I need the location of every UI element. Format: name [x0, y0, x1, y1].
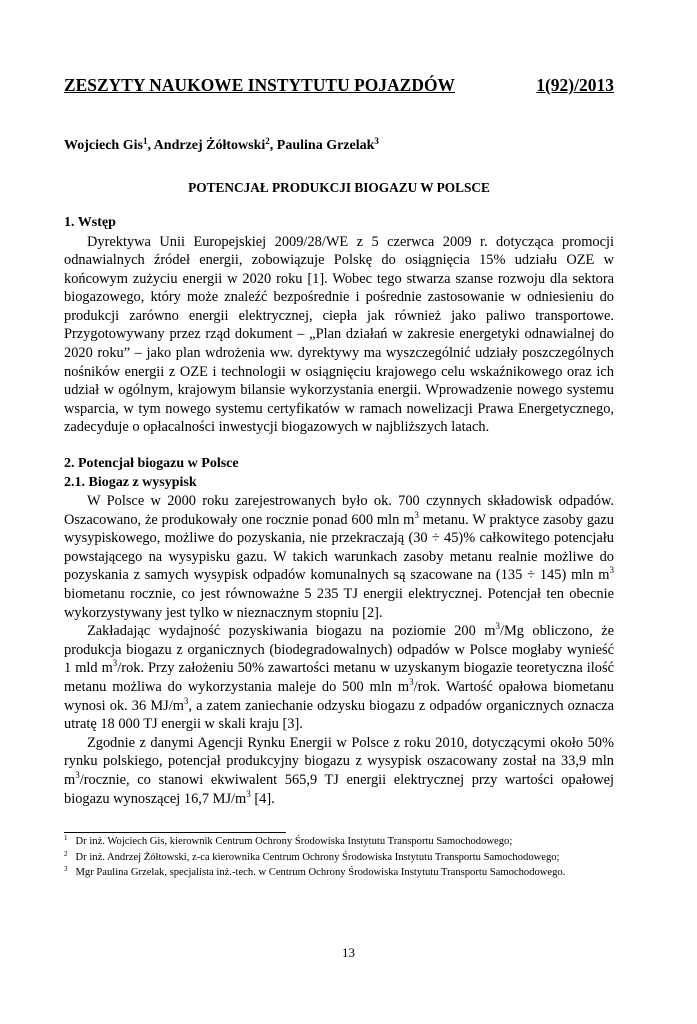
author-separator: , [269, 138, 277, 153]
footnote-text: Dr inż. Wojciech Gis, kierownik Centrum Ochrony Środowiska Instytutu Transportu Samochodowego; [75, 836, 513, 848]
superscript: 3 [609, 565, 614, 576]
author-name: Paulina Grzelak [276, 138, 375, 153]
author-footnote-mark: 1 [142, 136, 148, 146]
superscript: 3 [75, 769, 80, 780]
footnote [64, 849, 614, 865]
author-list [64, 136, 614, 156]
footnote [64, 867, 614, 880]
text-run: /rok. Wartość opałowa biometanu wynosi ok. 36 MJ/m [64, 678, 614, 714]
superscript: 3 [246, 788, 251, 799]
text-run: /rocznie, co stanowi ekwiwalent 565,9 TJ energii elektrycznej przy wartości opałowej biogazu wynoszącej 16,7 MJ/m [64, 771, 614, 807]
paragraph [64, 734, 614, 808]
page-number: 13 [342, 945, 355, 960]
footnote [64, 836, 614, 849]
author-footnote-mark: 3 [374, 136, 379, 146]
paper-title: POTENCJAŁ PRODUKCJI BIOGAZU W POLSCE [188, 180, 490, 195]
author-name: Wojciech Gis [64, 138, 143, 153]
superscript: 3 [414, 509, 419, 520]
subsection-heading: 2.1. Biogaz z wysypisk [64, 474, 197, 490]
paragraph [64, 622, 614, 734]
section-heading: 1. Wstęp [64, 215, 116, 230]
text-run: Zakładając wydajność pozyskiwania biogazu na poziomie 200 m [87, 623, 496, 640]
journal-issue: 1(92)/2013 [536, 75, 614, 95]
author-name: Andrzej Żółtowski [153, 138, 266, 153]
superscript: 3 [409, 676, 414, 687]
footnote-mark: 2 [64, 849, 68, 858]
section-heading: 2. Potencjał biogazu w Polsce [64, 456, 239, 472]
text-run: /Mg obliczono, że produkcja biogazu z organicznych (biodegradowalnych) odpadów w Polsce mogłaby wynieść 1 mld m [64, 623, 614, 677]
footnote-divider [64, 832, 286, 833]
text-run: metanu. W praktyce zasoby gazu wysypiskowego, możliwe do pozyskania, nie przekraczają (30 ÷ 45)% całkowitego potencjału powstającego na wysypisku gazu. W takich warunkach zasoby metanu realnie możliwe do pozyskania z samych wysypisk odpadów komunalnych są szacowane na (135 ÷ 145) mln m [64, 511, 614, 584]
superscript: 3 [495, 621, 500, 632]
paragraph: Dyrektywa Unii Europejskiej 2009/28/WE z 5 czerwca 2009 r. dotycząca promocji odnawialnych źródeł energii, zobowiązuje Polskę do osiągnięcia 15% udziału OZE w końcowym zużyciu energii w 2020 roku [1]. Wobec tego stwarza szanse rozwoju dla sektora biogazowego, który może znaleźć bezpośrednie i pośrednie zastosowanie w odniesieniu do produkcji zarówno energii elektrycznej, ciepła jak również jako paliwo transportowe. Przygotowywany przez rząd dokument – „Plan działań w zakresie energetyki odnawialnej do 2020 roku” – jako plan wdrożenia ww. dyrektywy ma wyszczególnić udziały poszczególnych nośników energii z OZE i technologii w osiągnięciu krajowego celu wskaźnikowego oraz ich udział w ogólnym, krajowym bilansie wykorzystania energii. Wprowadzenie nowego systemu wsparcia, w tym nowego systemu certyfikatów w ramach nowelizacji Prawa Energetycznego, zadecyduje o opłacalności inwestycji biogazowych w najbliższych latach. [64, 233, 614, 436]
text-run: /rok. Przy założeniu 50% zawartości metanu w uzyskanym biogazie teoretyczna ilość metanu możliwa do wykorzystania maleje do 500 mln m [64, 660, 614, 695]
footnote-mark: 1 [64, 834, 68, 843]
text-run: Zgodnie z danymi Agencji Rynku Energii w Polsce z roku 2010, dotyczącymi około 50% rynku polskiego, potencjał produkcyjny biogazu z wysypisk oszacowany został na 33,9 mln m [64, 734, 614, 788]
footnote-text: Dr inż. Andrzej Żółtowski, z-ca kierownika Centrum Ochrony Środowiska Instytutu Transportu Samochodowego; [75, 851, 560, 863]
text-run: [4]. [250, 790, 275, 807]
journal-title: ZESZYTY NAUKOWE INSTYTUTU POJAZDÓW [64, 75, 455, 95]
author-footnote-mark: 2 [265, 136, 270, 146]
footnote-text: Mgr Paulina Grzelak, specjalista inż.-tech. w Centrum Ochrony Środowiska Instytutu Transportu Samochodowego. [75, 867, 566, 879]
text-run: , a zatem zaniechanie odzysku biogazu z odpadów organicznych oznacza utratę 18 000 TJ energii w skali kraju [3]. [64, 697, 614, 733]
superscript: 3 [112, 658, 118, 669]
superscript: 3 [183, 695, 189, 706]
page-body [64, 74, 614, 880]
paragraph [64, 492, 614, 622]
running-header [64, 74, 614, 96]
text-run: biometanu rocznie, co jest równoważne 5 235 TJ energii elektrycznej. Potencjał ten obecnie wykorzystywany jest tylko w nieznacznym stopniu [2]. [64, 586, 614, 621]
author-separator: , [147, 138, 154, 153]
text-run: W Polsce w 2000 roku zarejestrowanych było ok. 700 czynnych składowisk odpadów. Oszacowano, że produkowały one rocznie ponad 600 mln m [64, 493, 614, 528]
footnote-mark: 3 [64, 865, 68, 874]
